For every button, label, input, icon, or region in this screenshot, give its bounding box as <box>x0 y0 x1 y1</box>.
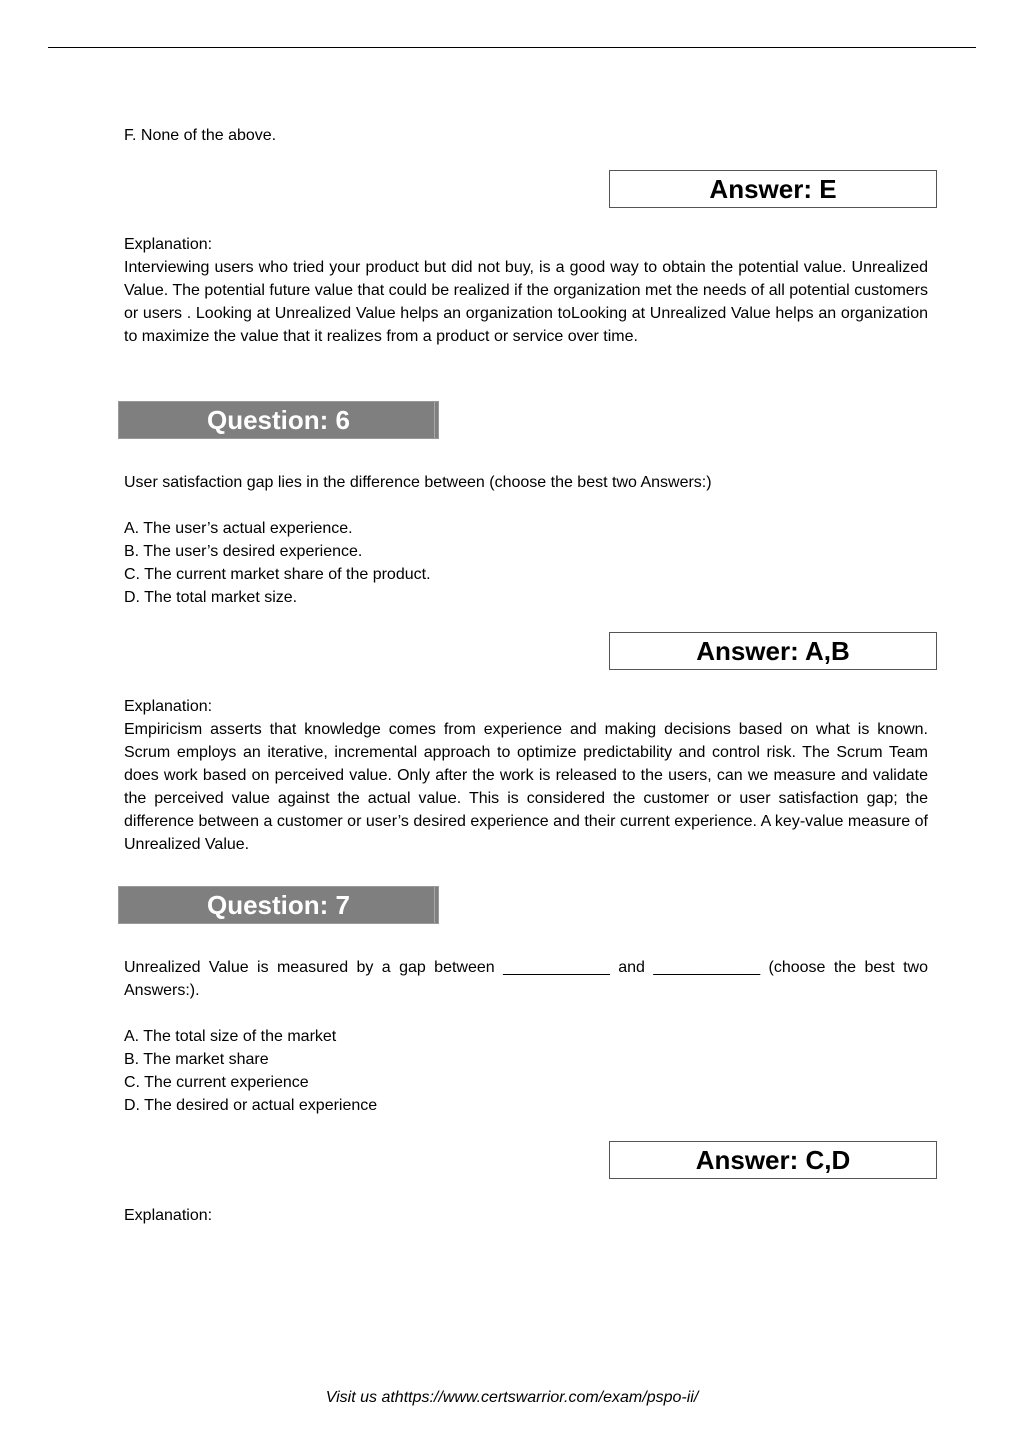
question-6-header <box>118 401 439 439</box>
explanation-label-q7: Explanation: <box>124 1207 213 1224</box>
question-bar-edge <box>434 887 435 923</box>
question-6-prompt: User satisfaction gap lies in the difference between (choose the best two Answers:) <box>124 474 712 491</box>
footer-link[interactable]: Visit us athttps://www.certswarrior.com/exam/pspo-ii/ <box>325 1389 699 1406</box>
explanation-label-q5: Explanation: <box>124 236 213 253</box>
question-7-option-b: B. The market share <box>124 1051 269 1068</box>
question-7-header <box>118 886 439 924</box>
question-6-option-b: B. The user’s desired experience. <box>124 543 363 560</box>
answer-box-q6: Answer: A,B <box>609 632 937 670</box>
question-7-option-c: C. The current experience <box>124 1074 309 1091</box>
question-7-options <box>124 1025 928 1117</box>
option-f: F. None of the above. <box>124 127 277 144</box>
question-6-option-a: A. The user’s actual experience. <box>124 520 353 537</box>
question-6-options <box>124 517 928 609</box>
answer-box-q7: Answer: C,D <box>609 1141 937 1179</box>
answer-box-q5: Answer: E <box>609 170 937 208</box>
explanation-label-q6: Explanation: <box>124 698 213 715</box>
header-rule <box>48 47 976 48</box>
question-6-title: Question: 6 <box>206 405 350 435</box>
explanation-text-q6: Empiricism asserts that knowledge comes from experience and making decisions based on what is known. Scrum employs an iterative, incremental approach to optimize predictability and control risk. The Scrum Team does work based on perceived value. Only after the work is released to the users, can we measure and validate the perceived value against the actual value. This is considered the customer or user satisfaction gap; the difference between a customer or user’s desired experience and their current experience. A key-value measure of Unrealized Value. <box>124 721 928 853</box>
question-bar-edge <box>434 402 435 438</box>
question-7-option-a: A. The total size of the market <box>124 1028 337 1045</box>
question-7-title: Question: 7 <box>206 890 350 920</box>
question-7-prompt: Unrealized Value is measured by a gap between ____________ and ____________ (choose the best two Answers:). <box>124 959 928 999</box>
question-6-option-d: D. The total market size. <box>124 589 298 606</box>
question-7-option-d: D. The desired or actual experience <box>124 1097 378 1114</box>
question-6-option-c: C. The current market share of the product. <box>124 566 431 583</box>
explanation-text-q5: Interviewing users who tried your product but did not buy, is a good way to obtain the potential value. Unrealized Value. The potential future value that could be realized if the organization met the needs of all potential customers or users . Looking at Unrealized Value helps an organization toLooking at Unrealized Value helps an organization to maximize the value that it realizes from a product or service over time. <box>124 259 928 345</box>
